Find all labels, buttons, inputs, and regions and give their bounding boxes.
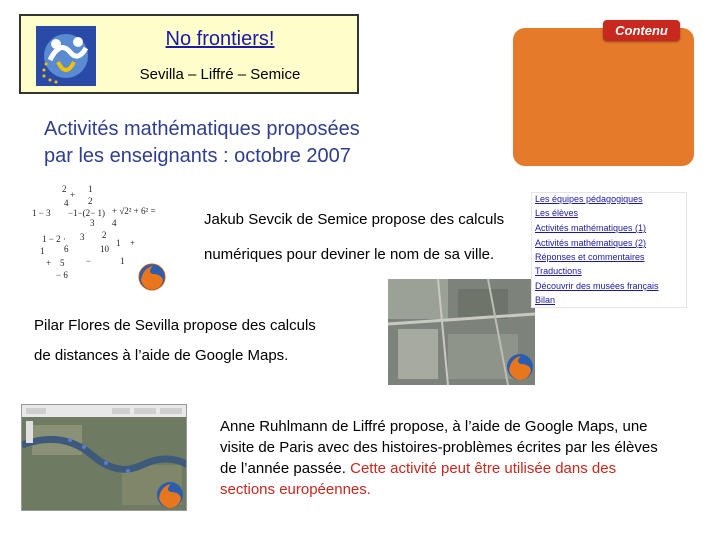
svg-text:+ √2² + 6² =: + √2² + 6² = [112, 206, 156, 216]
menu-item-activites-2[interactable]: Activités mathématiques (2) [535, 238, 647, 248]
anne-highlight-text: Cette activité peut être utilisée dans des sections européennes. [220, 460, 617, 498]
svg-text:6: 6 [64, 244, 69, 254]
pilar-text-line-1: Pilar Flores de Sevilla propose des calculs [34, 317, 316, 334]
menu-item-equipes[interactable]: Les équipes pédagogiques [535, 194, 643, 204]
page-title [44, 116, 464, 170]
anne-paragraph [220, 416, 660, 500]
svg-text:−: − [86, 256, 92, 266]
firefox-icon [155, 480, 185, 510]
page-title-line-1: Activités mathématiques proposées [44, 118, 360, 140]
menu-item-musees[interactable]: Découvrir des musées français [535, 281, 659, 291]
menu-item-reponses[interactable]: Réponses et commentaires [535, 252, 645, 262]
svg-text:1 − 2 ·: 1 − 2 · [42, 234, 66, 244]
header-title-link[interactable]: No frontiers! [165, 28, 275, 50]
anne-text: Anne Ruhlmann de Liffré propose, à l’aide de Google Maps, une visite de Paris avec des histoires-problèmes écrites par les élèves de l’année passée. [220, 418, 658, 477]
menu-item-traductions[interactable]: Traductions [535, 266, 582, 276]
menu-item-eleves[interactable]: Les élèves [535, 208, 579, 218]
jakub-text-line-2: numériques pour deviner le nom de sa ville. [204, 246, 495, 263]
svg-text:1: 1 [116, 238, 121, 248]
svg-text:1: 1 [88, 184, 93, 194]
svg-text:3: 3 [90, 218, 95, 228]
svg-text:5: 5 [60, 258, 65, 268]
svg-text:2: 2 [102, 230, 107, 240]
svg-text:2: 2 [88, 196, 93, 206]
svg-text:+: + [70, 190, 76, 200]
firefox-icon [137, 262, 167, 292]
svg-text:10: 10 [100, 244, 109, 254]
svg-text:+: + [130, 238, 136, 248]
menu-item-bilan[interactable]: Bilan [535, 295, 556, 305]
svg-text:+: + [46, 258, 52, 268]
contenu-button[interactable]: Contenu [603, 20, 680, 41]
svg-text:1: 1 [120, 256, 125, 266]
pilar-text-line-2: de distances à l’aide de Google Maps. [34, 347, 289, 364]
svg-text:2: 2 [62, 184, 67, 194]
jakub-text-line-1: Jakub Sevcik de Semice propose des calculs [204, 211, 505, 228]
header-subtitle: Sevilla – Liffré – Semice [139, 66, 301, 83]
svg-text:− 6: − 6 [56, 270, 68, 280]
contenu-panel [513, 28, 694, 166]
svg-text:−1−(2− 1): −1−(2− 1) [68, 208, 105, 218]
project-logo-icon [36, 26, 96, 86]
svg-text:1 − 3: 1 − 3 [32, 208, 51, 218]
svg-text:4: 4 [112, 218, 117, 228]
page-title-line-2: par les enseignants : octobre 2007 [44, 145, 351, 167]
menu-item-activites-1[interactable]: Activités mathématiques (1) [535, 223, 647, 233]
svg-text:1: 1 [40, 246, 45, 256]
svg-text:3: 3 [80, 232, 85, 242]
svg-text:4: 4 [64, 198, 69, 208]
firefox-icon [505, 352, 535, 382]
